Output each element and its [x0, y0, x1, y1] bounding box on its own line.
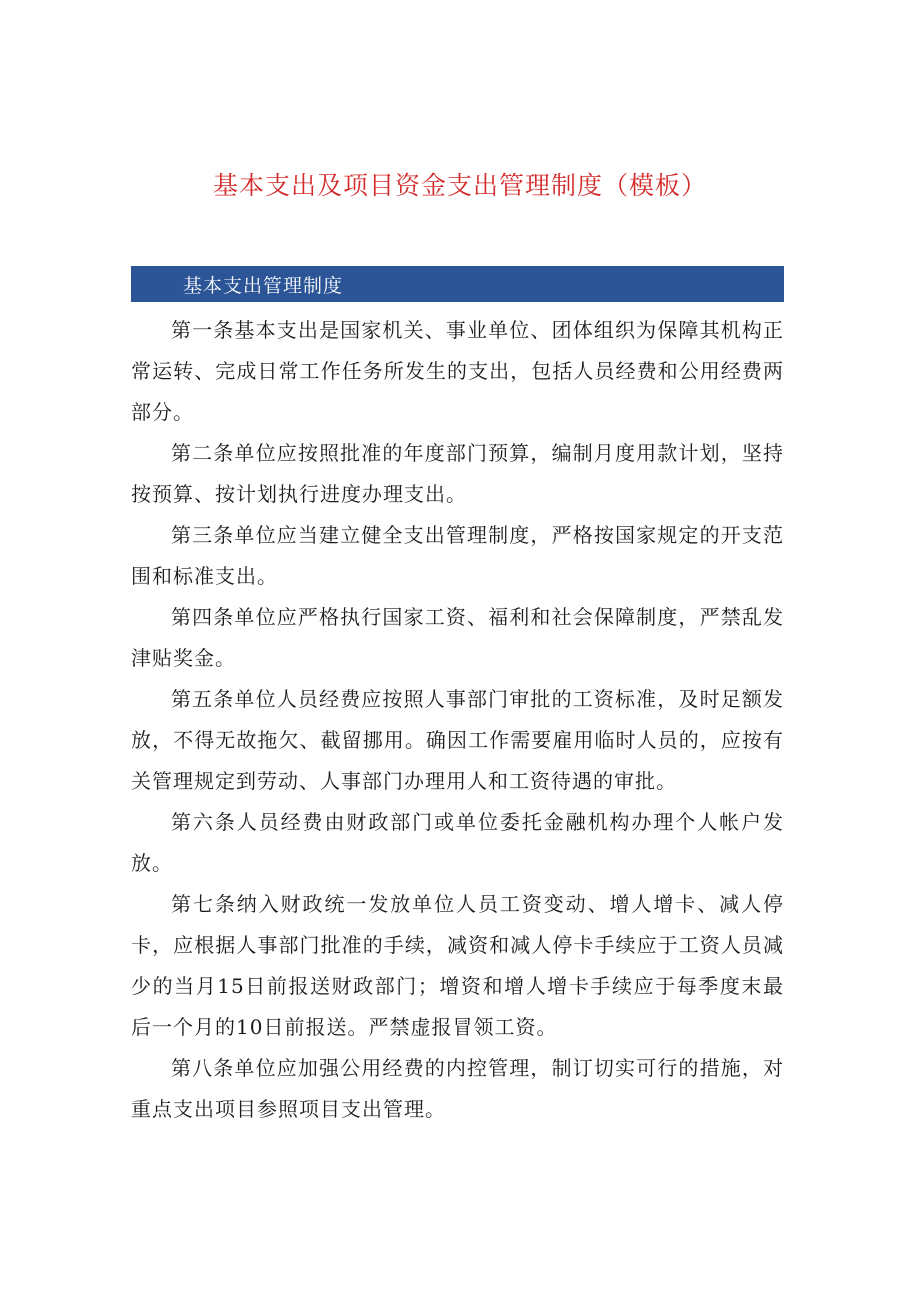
article-1: 第一条基本支出是国家机关、事业单位、团体组织为保障其机构正常运转、完成日常工作任务所发生的支出，包括人员经费和公用经费两部分。: [131, 318, 784, 424]
article-3: 第三条单位应当建立健全支出管理制度，严格按国家规定的开支范围和标准支出。: [131, 523, 784, 588]
article-5: 第五条单位人员经费应按照人事部门审批的工资标准，及时足额发放，不得无故拖欠、截留挪用。确因工作需要雇用临时人员的，应按有关管理规定到劳动、人事部门办理用人和工资待遇的审批。: [131, 687, 784, 793]
section-title: 基本支出管理制度: [183, 274, 344, 297]
article-8: 第八条单位应加强公用经费的内控管理，制订切实可行的措施，对重点支出项目参照项目支出管理。: [131, 1056, 784, 1121]
section-header-bar: [131, 266, 784, 302]
document-body: [131, 310, 784, 1130]
article-4: 第四条单位应严格执行国家工资、福利和社会保障制度，严禁乱发津贴奖金。: [131, 605, 784, 670]
article-2: 第二条单位应按照批准的年度部门预算，编制月度用款计划，坚持按预算、按计划执行进度办理支出。: [131, 441, 784, 506]
article-7: 第七条纳入财政统一发放单位人员工资变动、增人增卡、减人停卡，应根据人事部门批准的手续，减资和减人停卡手续应于工资人员减少的当月15日前报送财政部门；增资和增人增卡手续应于每季度末最后一个月的10日前报送。严禁虚报冒领工资。: [131, 892, 784, 1039]
document-title: 基本支出及项目资金支出管理制度（模板）: [212, 171, 707, 200]
article-6: 第六条人员经费由财政部门或单位委托金融机构办理个人帐户发放。: [131, 810, 784, 875]
